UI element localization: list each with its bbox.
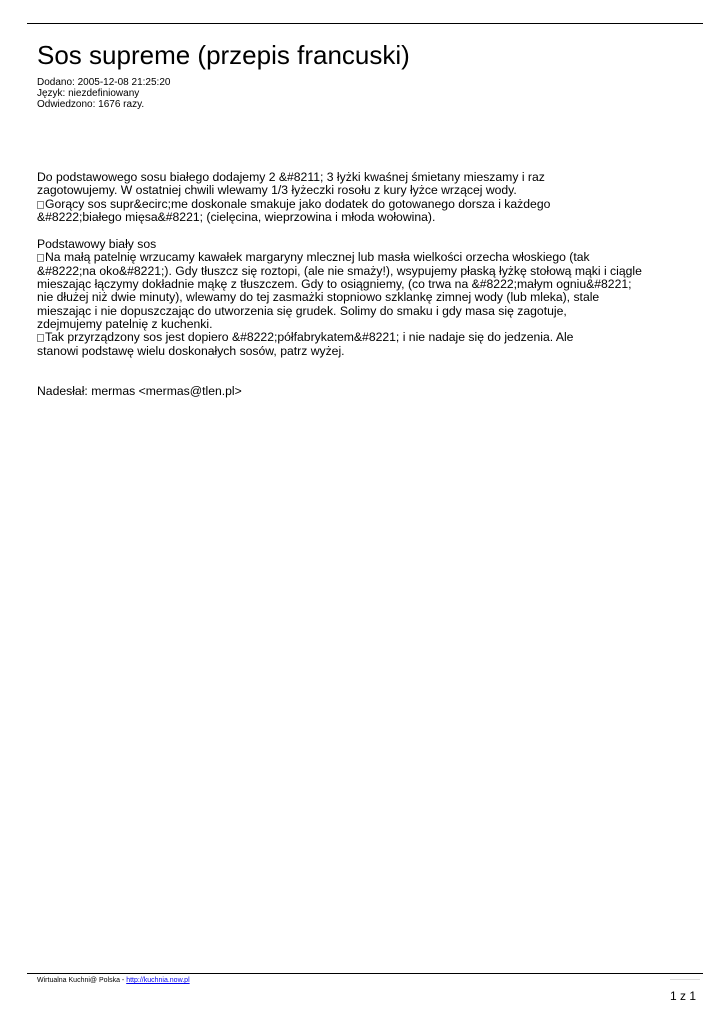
- footer-mark: [670, 979, 700, 980]
- text-line: Do podstawowego sosu białego dodajemy 2 &#8211; 3 łyżki kwaśnej śmietany mieszamy i raz: [37, 170, 545, 184]
- section-paragraph: [37, 238, 677, 358]
- meta-info: [37, 77, 170, 110]
- text-line-content: Tak przyrządzony sos jest dopiero &#8222;półfabrykatem&#8221; i nie nadaje się do jedzenia. Ale: [45, 330, 574, 345]
- text-line: stanowi podstawę wielu doskonałych sosów, patrz wyżej.: [37, 343, 345, 358]
- visit-count: Odwiedzono: 1676 razy.: [37, 99, 145, 110]
- text-line-content: Na małą patelnię wrzucamy kawałek margaryny mlecznej lub masła wielkości orzecha włoskiego (tak: [45, 250, 590, 265]
- recipe-content: [37, 171, 677, 398]
- text-line: &#8222;na oko&#8221;). Gdy tłuszcz się roztopi, (ale nie smaży!), wsypujemy płaską łyżkę stołową mąki i ciągle: [37, 263, 642, 278]
- footer-site-label: Wirtualna Kuchni@ Polska -: [37, 977, 127, 984]
- text-line: [37, 331, 677, 344]
- text-line: mieszając łączymy dokładnie mąkę z tłuszczem. Gdy to osiągniemy, (co trwa na &#8222;małym ogniu&#8221;: [37, 277, 632, 292]
- missing-glyph-icon: [37, 201, 44, 209]
- text-line: &#8222;białego mięsa&#8221; (cielęcina, wieprzowina i młoda wołowina).: [37, 209, 436, 224]
- added-date: Dodano: 2005-12-08 21:25:20: [37, 77, 171, 88]
- text-line-content: Gorący sos supr&ecirc;me doskonale smakuje jako dodatek do gotowanego dorsza i każdego: [45, 196, 551, 211]
- text-line: zagotowujemy. W ostatniej chwili wlewamy 1/3 łyżeczki rosołu z kury łyżce wrzącej wody.: [37, 183, 517, 198]
- text-line: nie dłużej niż dwie minuty), wlewamy do tej zasmażki stopniowo szklankę zimnej wody (lub mleka), stale: [37, 290, 600, 305]
- paragraph-gap: [37, 224, 677, 238]
- footer-site-link[interactable]: http://kuchnia.now.pl: [126, 977, 190, 984]
- text-line: mieszając i nie dopuszczając do utworzenia się grudek. Solimy do smaku i gdy masa się zagotuje,: [37, 303, 567, 318]
- paragraph-gap: [37, 358, 677, 385]
- author-line: [37, 385, 677, 398]
- intro-paragraph: [37, 171, 677, 224]
- missing-glyph-icon: [37, 254, 44, 262]
- footer: [37, 977, 190, 985]
- section-title: Podstawowy biały sos: [37, 237, 157, 252]
- text-line: [37, 251, 677, 264]
- page-number: 1 z 1: [670, 989, 697, 1003]
- author: Nadesłał: mermas <mermas@tlen.pl>: [37, 383, 242, 398]
- top-rule: [27, 23, 703, 24]
- page-title: Sos supreme (przepis francuski): [37, 40, 410, 70]
- text-line: zdejmujemy patelnię z kuchenki.: [37, 316, 213, 331]
- missing-glyph-icon: [37, 334, 44, 342]
- text-line: [37, 198, 677, 211]
- language: Język: niezdefiniowany: [37, 88, 140, 99]
- bottom-rule: [27, 973, 703, 974]
